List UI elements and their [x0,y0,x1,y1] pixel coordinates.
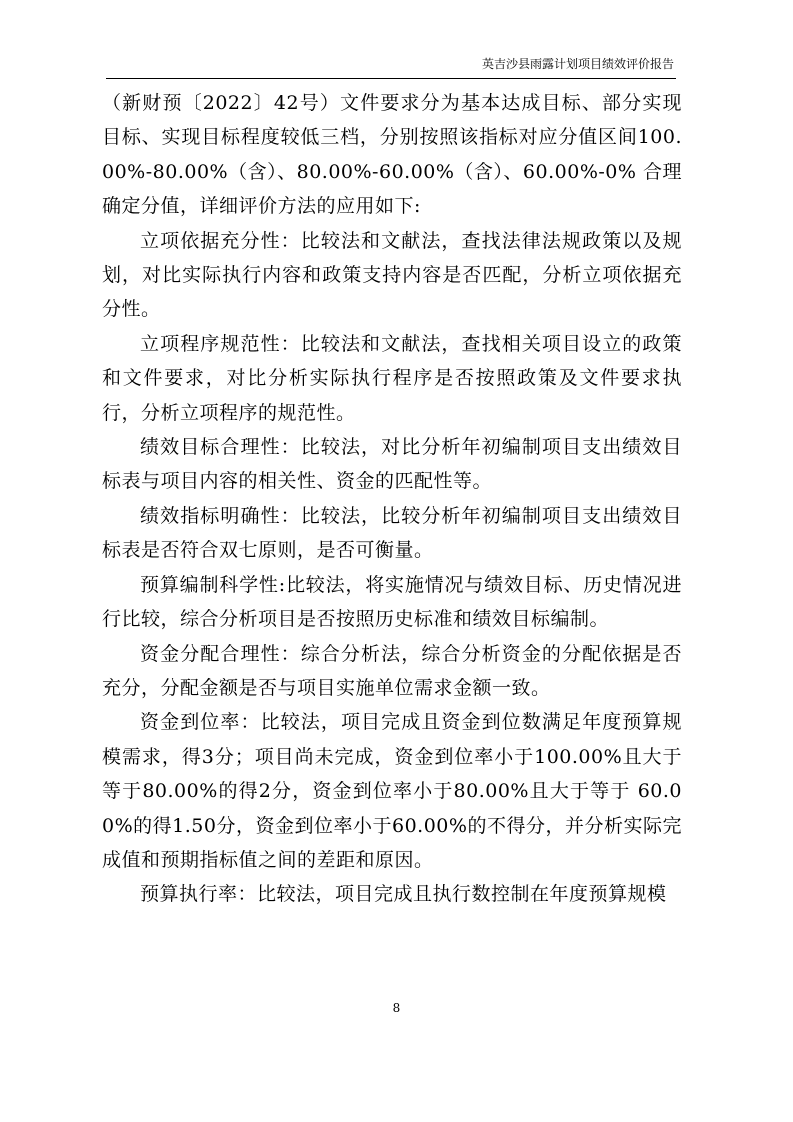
document-body [102,86,682,912]
header-divider [106,78,676,79]
paragraph-fund-allocation: 资金分配合理性：综合分析法，综合分析资金的分配依据是否充分，分配金额是否与项目实施单位需求金额一致。 [102,642,682,699]
paragraph-indicator-clarity: 绩效指标明确性：比较法，比较分析年初编制项目支出绩效目标表是否符合双七原则，是否可衡量。 [102,504,682,562]
paragraph-goal-rationality: 绩效目标合理性：比较法，对比分析年初编制项目支出绩效目标表与项目内容的相关性、资金的匹配性等。 [102,436,682,493]
paragraph-project-basis: 立项依据充分性：比较法和文献法，查找法律法规政策以及规划，对比实际执行内容和政策支持内容是否匹配，分析立项依据充分性。 [102,229,682,321]
page-number: 8 [392,1001,401,1015]
paragraph-fund-arrival-rate: 资金到位率：比较法，项目完成且资金到位数满足年度预算规模需求，得3分；项目尚未完成，资金到位率小于100.00%且大于等于80.00%的得2分，资金到位率小于80.00%且大于等于 60.00%的得1.50分，资金到位率小于60.00%的不得分，并分析实际完成值和预期指标值之间的差距和原因。 [102,711,682,871]
paragraph-budget-execution-rate: 预算执行率：比较法，项目完成且执行数控制在年度预算规模 [140,883,667,906]
paragraph-intro: （新财预〔2022〕42号）文件要求分为基本达成目标、部分实现目标、实现目标程度较低三档，分别按照该指标对应分值区间100.00%-80.00%（含）、80.00%-60.00%（含）、60.00%-0% 合理确定分值，详细评价方法的应用如下: [102,92,682,218]
running-header: 英吉沙县雨露计划项目绩效评价报告 [481,57,674,71]
paragraph-procedure: 立项程序规范性：比较法和文献法，查找相关项目设立的政策和文件要求，对比分析实际执行程序是否按照政策及文件要求执行，分析立项程序的规范性。 [102,332,682,424]
paragraph-budget-planning: 预算编制科学性:比较法，将实施情况与绩效目标、历史情况进行比较，综合分析项目是否按照历史标准和绩效目标编制。 [102,573,682,631]
